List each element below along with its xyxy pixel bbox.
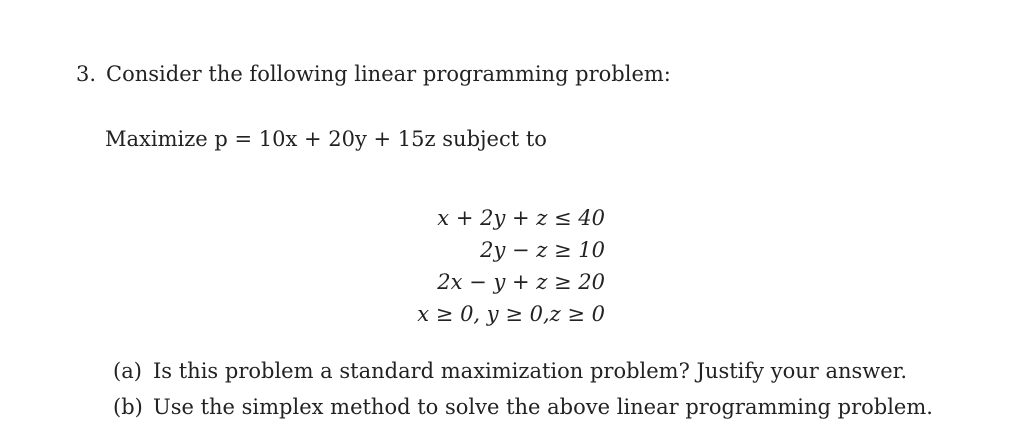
problem-intro: Consider the following linear programming problem:: [106, 62, 671, 86]
constraint-row: 2y − z ≥ 10: [480, 238, 605, 262]
part-text: Is this problem a standard maximization problem? Justify your answer.: [153, 359, 908, 383]
constraint-row: x ≥ 0, y ≥ 0,z ≥ 0: [417, 302, 605, 326]
problem-heading: [76, 62, 671, 86]
part-a: [113, 353, 933, 389]
part-b: [113, 389, 933, 425]
constraint-row: 2x − y + z ≥ 20: [437, 270, 605, 294]
part-label: (b): [113, 395, 143, 419]
question-parts: [113, 353, 933, 425]
objective-statement: Maximize p = 10x + 20y + 15z subject to: [105, 127, 547, 151]
constraint-system: [417, 202, 605, 330]
part-label: (a): [113, 359, 142, 383]
problem-number: 3.: [76, 62, 97, 86]
part-text: Use the simplex method to solve the above linear programming problem.: [153, 395, 933, 419]
constraint-row: x + 2y + z ≤ 40: [437, 206, 605, 230]
